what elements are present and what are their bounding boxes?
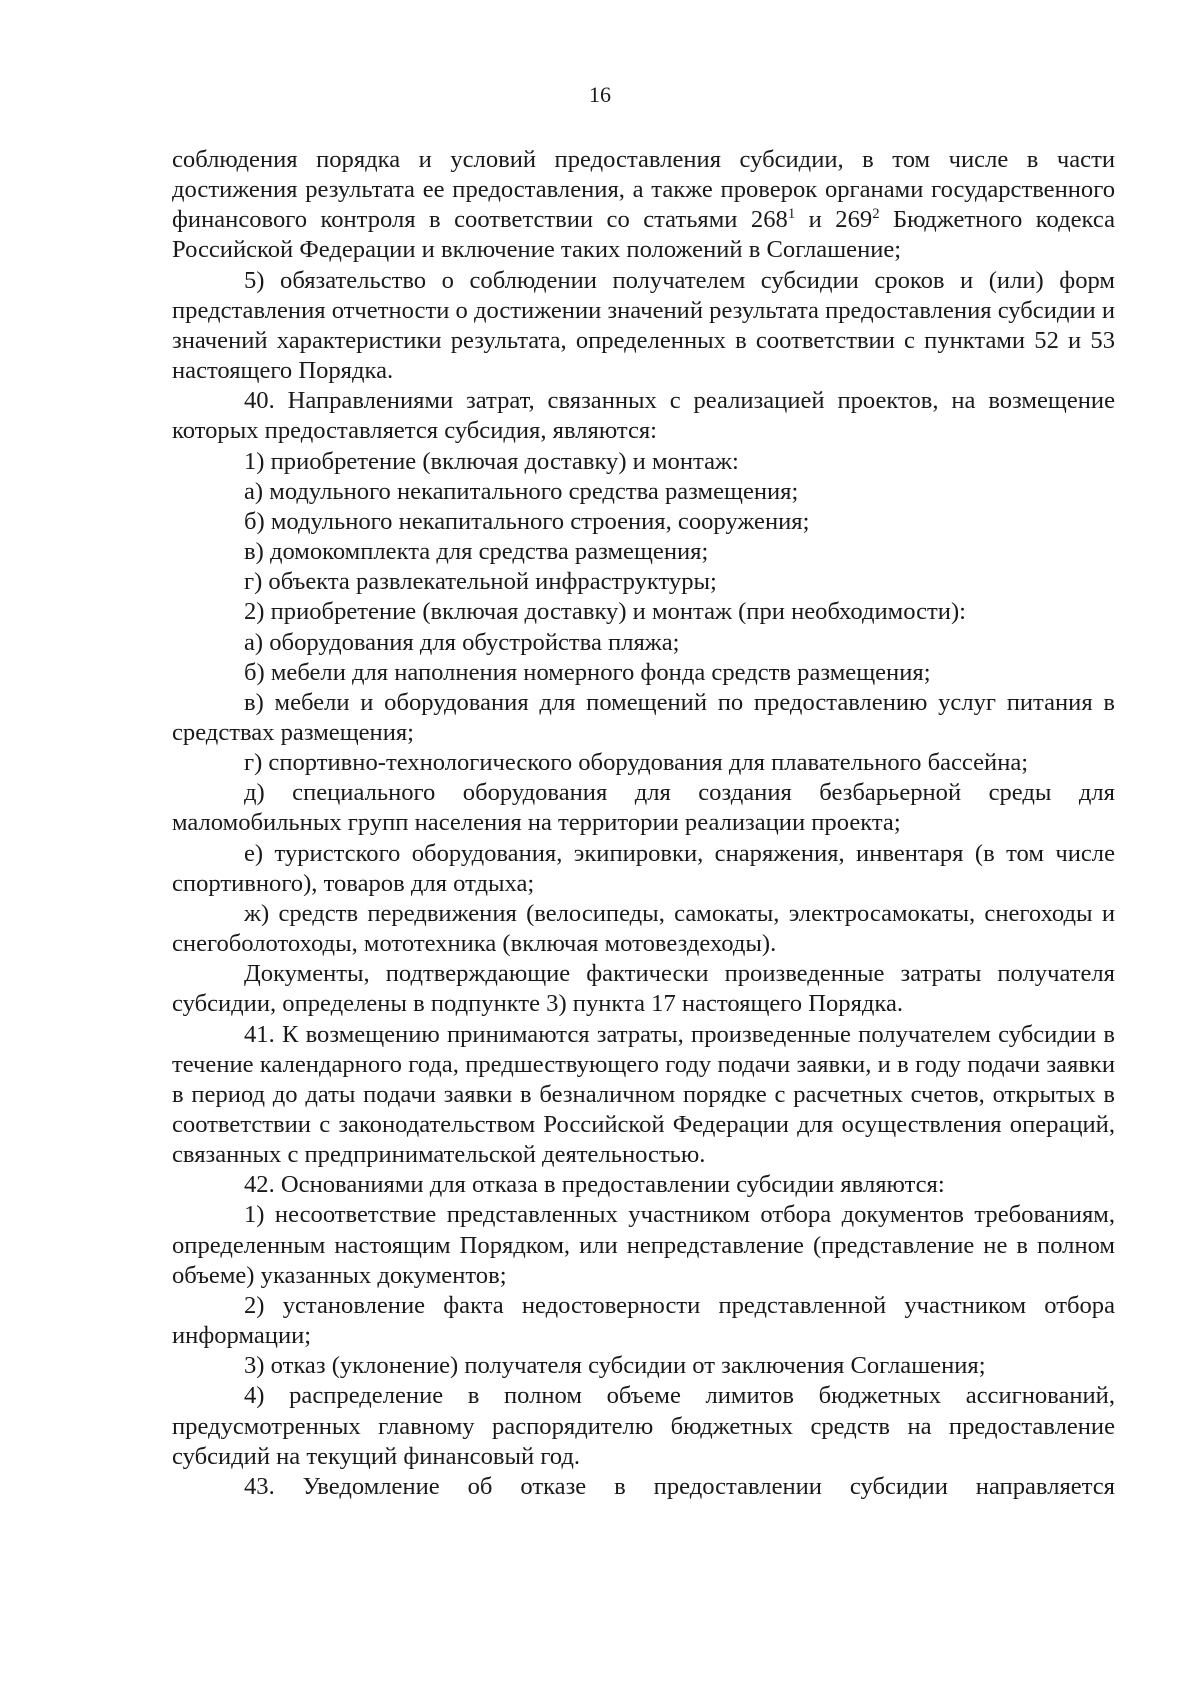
- paragraph-p-40-1-g: [172, 567, 1115, 597]
- paragraph-text: б) модульного некапитального строения, сооружения;: [244, 507, 810, 535]
- paragraph-text: г) объекта развлекательной инфраструктуры;: [244, 568, 717, 596]
- paragraph-p-40-2-v: [172, 688, 1115, 748]
- paragraph-text: в) мебели и оборудования для помещений по предоставлению услуг питания в средствах размещения;: [172, 688, 1115, 746]
- paragraph-text: б) мебели для наполнения номерного фонда средств размещения;: [244, 658, 931, 686]
- paragraph-text: 1) приобретение (включая доставку) и монтаж:: [244, 447, 739, 475]
- paragraph-text: 40. Направлениями затрат, связанных с реализацией проектов, на возмещение которых предоставляется субсидия, являются:: [172, 387, 1115, 445]
- paragraph-p-40-2-a: [172, 628, 1115, 658]
- paragraph-p-40-1: [172, 447, 1115, 477]
- paragraph-text: соблюдения порядка и условий предоставления субсидии, в том числе в части достижения результата ее предоставления, а также проверок органами государственного финансового контроля в соответствии со статьями 268: [172, 146, 1115, 234]
- paragraph-text: 2) приобретение (включая доставку) и монтаж (при необходимости):: [244, 598, 966, 626]
- paragraph-text: 43. Уведомление об отказе в предоставлении субсидии направляется: [244, 1472, 1115, 1500]
- paragraph-p-docs: [172, 959, 1115, 1019]
- paragraph-text: Бюджетного кодекса Российской Федерации и включение таких положений в Соглашение;: [172, 206, 1115, 264]
- paragraph-p-40-1-b: [172, 507, 1115, 537]
- paragraph-text: и 269: [795, 206, 873, 234]
- page-number: 16: [589, 82, 611, 107]
- paragraph-text: 5) обязательство о соблюдении получателем субсидии сроков и (или) форм представления отчетности о достижении значений результата предоставления субсидии и значений характеристики результата, определенных в соответствии с пунктами 52 и 53 настоящего Порядка.: [172, 266, 1115, 385]
- paragraph-text: 4) распределение в полном объеме лимитов бюджетных ассигнований, предусмотренных главному распорядителю бюджетных средств на предоставление субсидий на текущий финансовый год.: [172, 1382, 1115, 1470]
- paragraph-text: г) спортивно-технологического оборудования для плавательного бассейна;: [244, 749, 1029, 777]
- paragraph-p-40: [172, 386, 1115, 446]
- paragraph-p-5: [172, 266, 1115, 387]
- superscript: 2: [872, 206, 880, 223]
- paragraph-p-42-3: [172, 1351, 1115, 1381]
- paragraph-p-40-1-a: [172, 477, 1115, 507]
- paragraph-p-42-4: [172, 1381, 1115, 1471]
- paragraph-text: Документы, подтверждающие фактически произведенные затраты получателя субсидии, определены в подпункте 3) пункта 17 настоящего Порядка.: [172, 960, 1115, 1018]
- paragraph-text: 42. Основаниями для отказа в предоставлении субсидии являются:: [244, 1171, 945, 1199]
- paragraph-p-40-2-d: [172, 778, 1115, 838]
- paragraph-p-40-2-e: [172, 839, 1115, 899]
- paragraph-p-cont: [172, 145, 1115, 266]
- paragraph-p-40-1-v: [172, 537, 1115, 567]
- paragraph-p-42: [172, 1170, 1115, 1200]
- paragraph-text: 41. К возмещению принимаются затраты, произведенные получателем субсидии в течение календарного года, предшествующего году подачи заявки, и в году подачи заявки в период до даты подачи заявки в безналичном порядке с расчетных счетов, открытых в соответствии с законодательством Российской Федерации для осуществления операций, связанных с предпринимательской деятельностью.: [172, 1020, 1115, 1169]
- paragraph-text: а) модульного некапитального средства размещения;: [244, 477, 799, 505]
- paragraph-p-40-2: [172, 597, 1115, 627]
- paragraph-text: е) туристского оборудования, экипировки, снаряжения, инвентаря (в том числе спортивного), товаров для отдыха;: [172, 839, 1115, 897]
- paragraph-p-40-2-b: [172, 658, 1115, 688]
- paragraph-text: 3) отказ (уклонение) получателя субсидии от заключения Соглашения;: [244, 1352, 986, 1380]
- paragraph-p-43: [172, 1472, 1115, 1502]
- paragraph-text: 1) несоответствие представленных участником отбора документов требованиям, определенным настоящим Порядком, или непредставление (представление не в полном объеме) указанных документов;: [172, 1201, 1115, 1289]
- paragraph-p-42-2: [172, 1291, 1115, 1351]
- superscript: 1: [787, 206, 796, 223]
- paragraph-text: ж) средств передвижения (велосипеды, самокаты, электросамокаты, снегоходы и снегоболотоходы, мототехника (включая мотовездеходы).: [172, 899, 1115, 958]
- paragraph-p-40-2-g: [172, 748, 1115, 778]
- paragraph-text: а) оборудования для обустройства пляжа;: [244, 628, 680, 656]
- paragraph-p-41: [172, 1020, 1115, 1171]
- paragraph-p-40-2-zh: [172, 899, 1115, 959]
- paragraph-text: д) специального оборудования для создания безбарьерной среды для маломобильных групп населения на территории реализации проекта;: [172, 779, 1115, 837]
- paragraph-p-42-1: [172, 1200, 1115, 1290]
- document-body: [172, 145, 1115, 1502]
- paragraph-text: 2) установление факта недостоверности представленной участником отбора информации;: [172, 1291, 1115, 1350]
- paragraph-text: в) домокомплекта для средства размещения;: [244, 538, 709, 566]
